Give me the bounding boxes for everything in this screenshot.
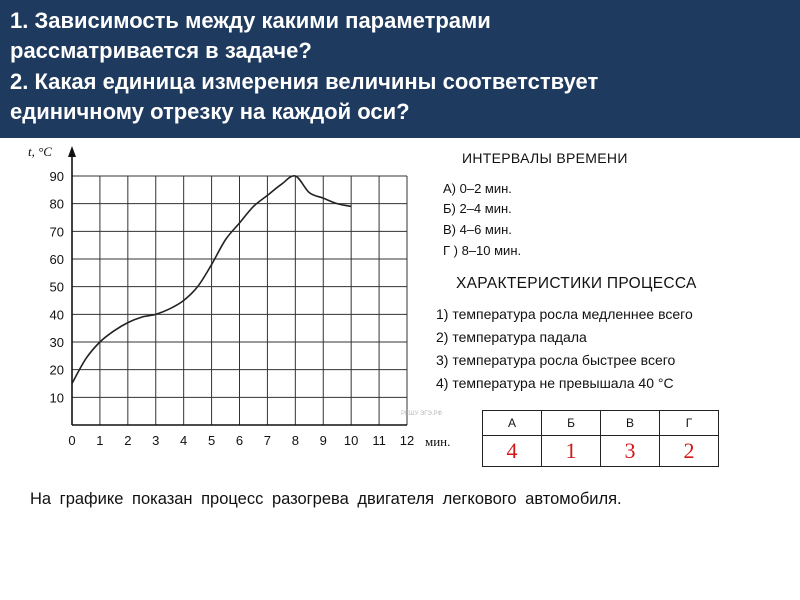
chart-grid — [72, 176, 407, 425]
y-axis-label: t, °C — [28, 144, 52, 159]
question-line-4: единичному отрезку на каждой оси? — [10, 99, 410, 124]
y-tick-label: 10 — [49, 390, 64, 406]
y-tick-label: 20 — [49, 362, 64, 378]
characteristic-1: 1) температура росла медленнее всего — [436, 306, 693, 322]
x-tick-label: 7 — [263, 433, 272, 448]
question-line-1: 1. Зависимость между какими параметрами — [10, 8, 491, 33]
x-tick-label: 2 — [124, 433, 132, 448]
question-line-2: рассматривается в задаче? — [10, 38, 312, 63]
answer-table-header-row — [483, 411, 719, 436]
answer-header-a: А — [483, 411, 542, 436]
interval-a: А) 0–2 мин. — [443, 181, 512, 196]
y-tick-label: 80 — [49, 196, 64, 212]
answer-cell-g: 2 — [660, 436, 719, 467]
y-tick-label: 60 — [49, 252, 64, 267]
y-tick-label: 30 — [49, 335, 64, 350]
answer-table-answer-row — [483, 436, 719, 467]
y-tick-label: 40 — [49, 307, 64, 323]
watermark-text: РЕШУ ЭГЭ.РФ — [401, 411, 443, 417]
chart-ticks — [50, 169, 415, 448]
answer-cell-a: 4 — [483, 436, 542, 467]
temperature-chart — [0, 138, 470, 468]
chart-axes — [68, 146, 407, 425]
x-tick-label: 1 — [96, 433, 104, 448]
x-tick-label: 11 — [372, 433, 386, 448]
x-tick-label: 9 — [319, 433, 327, 448]
x-tick-label: 10 — [343, 433, 359, 448]
y-tick-label: 90 — [49, 169, 64, 184]
x-tick-label: 0 — [68, 433, 76, 448]
x-tick-label: 6 — [235, 433, 244, 448]
answer-table — [482, 410, 719, 467]
interval-g: Г ) 8–10 мин. — [443, 243, 522, 258]
answer-header-b: Б — [542, 411, 601, 436]
x-tick-label: 5 — [207, 433, 216, 448]
interval-b: Б) 2–4 мин. — [443, 201, 512, 216]
problem-caption: На графике показан процесс разогрева двигателя легкового автомобиля. — [30, 490, 622, 508]
question-line-3: 2. Какая единица измерения величины соответствует — [10, 69, 599, 94]
question-header — [0, 0, 800, 138]
x-tick-label: 4 — [180, 433, 188, 448]
characteristic-3: 3) температура росла быстрее всего — [436, 352, 676, 368]
characteristic-2: 2) температура падала — [436, 329, 587, 345]
answer-header-g: Г — [660, 411, 719, 436]
x-tick-label: 12 — [399, 433, 415, 448]
intervals-title: ИНТЕРВАЛЫ ВРЕМЕНИ — [462, 150, 628, 166]
characteristics-title: ХАРАКТЕРИСТИКИ ПРОЦЕССА — [456, 275, 697, 292]
answer-cell-b: 1 — [542, 436, 601, 467]
interval-v: В) 4–6 мин. — [443, 222, 512, 237]
characteristic-4: 4) температура не превышала 40 °С — [436, 375, 674, 391]
x-tick-label: 3 — [152, 433, 160, 448]
x-axis-label: мин. — [425, 434, 451, 449]
answer-cell-v: 3 — [601, 436, 660, 467]
y-tick-label: 70 — [49, 224, 64, 240]
y-tick-label: 50 — [49, 279, 64, 295]
answer-header-v: В — [601, 411, 660, 436]
x-tick-label: 8 — [291, 433, 299, 448]
y-axis-arrow — [68, 146, 76, 157]
